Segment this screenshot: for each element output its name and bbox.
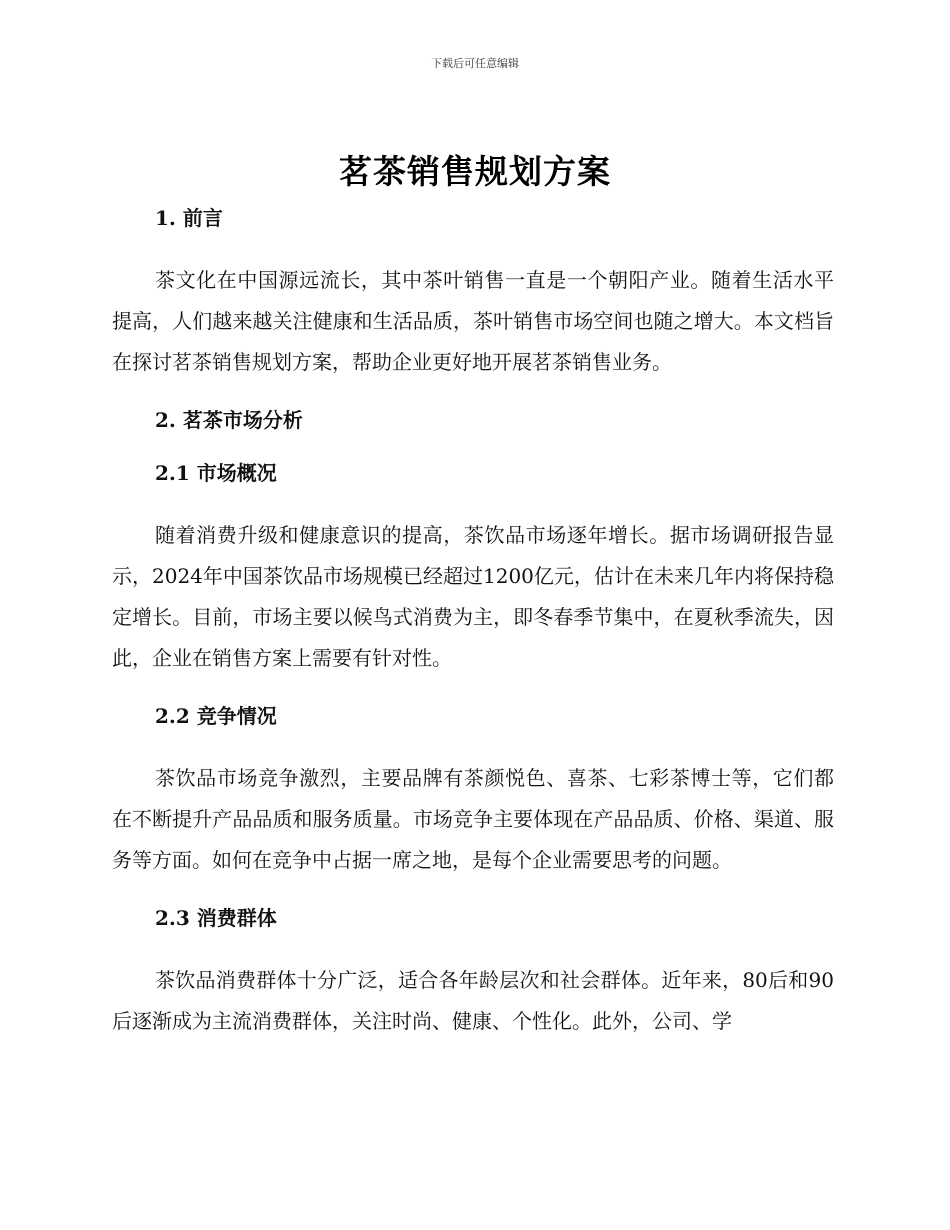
section-heading-consumer-groups: 2.3 消费群体 (155, 906, 277, 930)
section-heading-competition: 2.2 竞争情况 (155, 704, 277, 728)
section-paragraph-preface: 茶文化在中国源远流长，其中茶叶销售一直是一个朝阳产业。随着生活水平提高，人们越来越关注健康和生活品质，茶叶销售市场空间也随之增大。本文档旨在探讨茗茶销售规划方案，帮助企业更好地开展茗茶销售业务。 (112, 268, 834, 374)
document-title: 茗茶销售规划方案 (339, 152, 611, 191)
section-heading-market-overview: 2.1 市场概况 (155, 461, 277, 485)
section-paragraph-consumer-groups: 茶饮品消费群体十分广泛，适合各年龄层次和社会群体。近年来，80后和90后逐渐成为主流消费群体，关注时尚、健康、个性化。此外，公司、学 (112, 968, 834, 1033)
document-body (112, 203, 834, 1042)
section-paragraph-competition: 茶饮品市场竞争激烈，主要品牌有茶颜悦色、喜茶、七彩茶博士等，它们都在不断提升产品品质和服务质量。市场竞争主要体现在产品品质、价格、渠道、服务等方面。如何在竞争中占据一席之地，是每个企业需要思考的问题。 (112, 766, 834, 872)
section-heading-market-analysis: 2. 茗茶市场分析 (155, 408, 303, 432)
section-paragraph-market-overview: 随着消费升级和健康意识的提高，茶饮品市场逐年增长。据市场调研报告显示，2024年中国茶饮品市场规模已经超过1200亿元，估计在未来几年内将保持稳定增长。目前，市场主要以候鸟式消费为主，即冬春季节集中，在夏秋季流失，因此，企业在销售方案上需要有针对性。 (112, 523, 834, 670)
section-heading-preface: 1. 前言 (155, 206, 223, 230)
header-note: 下载后可任意编辑 (431, 57, 519, 70)
